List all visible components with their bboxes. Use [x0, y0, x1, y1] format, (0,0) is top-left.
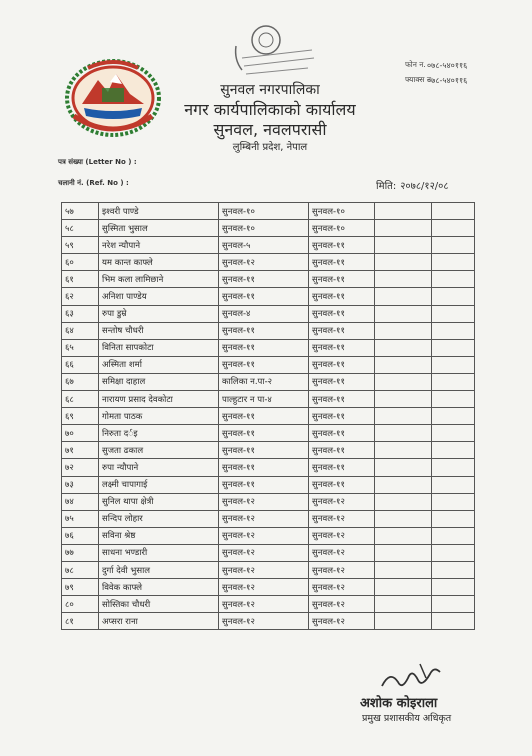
blank-cell — [432, 613, 475, 630]
blank-cell — [432, 596, 475, 613]
address-cell: सुनवल-११ — [219, 356, 309, 373]
office-stamp-mark — [232, 20, 322, 82]
serial-number-cell: ६२ — [62, 288, 99, 305]
table-row — [62, 561, 475, 578]
office-name: नगर कार्यपालिकाको कार्यालय — [184, 100, 356, 119]
table-row — [62, 271, 475, 288]
blank-cell — [375, 322, 432, 339]
ward-cell: सुनवल-११ — [309, 391, 375, 408]
address-cell: सुनवल-१२ — [219, 579, 309, 596]
blank-cell — [432, 544, 475, 561]
name-cell: नारायण प्रसाद देवकोटा — [99, 391, 219, 408]
ward-cell: सुनवल-११ — [309, 373, 375, 390]
serial-number-cell: ६३ — [62, 305, 99, 322]
blank-cell — [375, 613, 432, 630]
ward-cell: सुनवल-११ — [309, 408, 375, 425]
table-row — [62, 322, 475, 339]
blank-cell — [375, 391, 432, 408]
phone-label: फोन न. — [405, 60, 426, 69]
name-cell: निरुता दर्इ — [99, 425, 219, 442]
blank-cell — [432, 459, 475, 476]
table-row — [62, 305, 475, 322]
address-cell: सुनवल-१२ — [219, 254, 309, 271]
blank-cell — [432, 391, 475, 408]
date-value: २०७८/१२/०८ — [400, 181, 449, 192]
blank-cell — [375, 271, 432, 288]
serial-number-cell: ६० — [62, 254, 99, 271]
ward-cell: सुनवल-११ — [309, 322, 375, 339]
blank-cell — [375, 408, 432, 425]
blank-cell — [432, 203, 475, 220]
name-cell: भिम कला लामिछाने — [99, 271, 219, 288]
address-cell: कालिका न.पा-२ — [219, 373, 309, 390]
table-row — [62, 339, 475, 356]
blank-cell — [432, 373, 475, 390]
ward-cell: सुनवल-११ — [309, 476, 375, 493]
ward-cell: सुनवल-११ — [309, 425, 375, 442]
handwritten-signature — [374, 660, 454, 696]
blank-cell — [432, 527, 475, 544]
serial-number-cell: ७४ — [62, 493, 99, 510]
blank-cell — [432, 493, 475, 510]
name-cell: विनिता सापकोटा — [99, 339, 219, 356]
address-cell: सुनवल-११ — [219, 339, 309, 356]
blank-cell — [375, 527, 432, 544]
signatory-name: अशोक कोइराला — [360, 696, 438, 711]
ward-cell: सुनवल-१२ — [309, 527, 375, 544]
ward-cell: सुनवल-११ — [309, 459, 375, 476]
blank-cell — [375, 493, 432, 510]
address-cell: सुनवल-११ — [219, 408, 309, 425]
name-cell: नरेश न्यौपाने — [99, 237, 219, 254]
name-cell: रुपा डुम्रे — [99, 305, 219, 322]
table-row — [62, 544, 475, 561]
blank-cell — [375, 356, 432, 373]
name-cell: लक्ष्मी चापागाई — [99, 476, 219, 493]
ward-cell: सुनवल-११ — [309, 271, 375, 288]
ward-cell: सुनवल-११ — [309, 339, 375, 356]
table-row — [62, 425, 475, 442]
blank-cell — [375, 442, 432, 459]
serial-number-cell: ६९ — [62, 408, 99, 425]
table-row — [62, 527, 475, 544]
blank-cell — [375, 596, 432, 613]
table-row — [62, 613, 475, 630]
table-row — [62, 220, 475, 237]
blank-cell — [432, 561, 475, 578]
address-cell: सुनवल-११ — [219, 459, 309, 476]
ward-cell: सुनवल-१२ — [309, 579, 375, 596]
blank-cell — [375, 288, 432, 305]
table-row — [62, 476, 475, 493]
address-cell: सुनवल-११ — [219, 425, 309, 442]
table-row — [62, 254, 475, 271]
blank-cell — [375, 544, 432, 561]
phone-number: ०७८-५४०११६ — [427, 61, 468, 70]
serial-number-cell: ६६ — [62, 356, 99, 373]
name-cell: सुस्मिता भुसाल — [99, 220, 219, 237]
serial-number-cell: ५७ — [62, 203, 99, 220]
name-cell: सुजता ढकाल — [99, 442, 219, 459]
table-row — [62, 288, 475, 305]
table-row — [62, 493, 475, 510]
address-cell: सुनवल-१२ — [219, 596, 309, 613]
serial-number-cell: ७३ — [62, 476, 99, 493]
name-cell: साधना भण्डारी — [99, 544, 219, 561]
serial-number-cell: ७१ — [62, 442, 99, 459]
blank-cell — [375, 339, 432, 356]
address-cell: सुनवल-४ — [219, 305, 309, 322]
blank-cell — [432, 476, 475, 493]
blank-cell — [432, 442, 475, 459]
ward-cell: सुनवल-११ — [309, 288, 375, 305]
ward-cell: सुनवल-११ — [309, 254, 375, 271]
ref-no-label: चलानी नं. (Ref. No ) : — [58, 179, 129, 187]
address-cell: सुनवल-११ — [219, 271, 309, 288]
name-cell: इश्वरी पाण्डे — [99, 203, 219, 220]
table-row — [62, 391, 475, 408]
name-cell: अप्सरा राना — [99, 613, 219, 630]
blank-cell — [432, 237, 475, 254]
serial-number-cell: ७७ — [62, 544, 99, 561]
blank-cell — [375, 579, 432, 596]
ward-cell: सुनवल-१० — [309, 203, 375, 220]
blank-cell — [432, 322, 475, 339]
serial-number-cell: ८० — [62, 596, 99, 613]
serial-number-cell: ७० — [62, 425, 99, 442]
name-list-table — [61, 202, 475, 630]
table-row — [62, 408, 475, 425]
phone-line — [405, 60, 468, 70]
address-cell: सुनवल-११ — [219, 322, 309, 339]
table-row — [62, 356, 475, 373]
serial-number-cell: ६४ — [62, 322, 99, 339]
blank-cell — [432, 254, 475, 271]
blank-cell — [432, 220, 475, 237]
address-cell: पाल्हुटार न पा-४ — [219, 391, 309, 408]
blank-cell — [432, 339, 475, 356]
address-cell: सुनवल-१२ — [219, 561, 309, 578]
address-cell: सुनवल-५ — [219, 237, 309, 254]
name-cell: अस्मिता शर्मा — [99, 356, 219, 373]
address-cell: सुनवल-१२ — [219, 510, 309, 527]
address-cell: सुनवल-१० — [219, 203, 309, 220]
blank-cell — [432, 408, 475, 425]
ward-cell: सुनवल-१२ — [309, 613, 375, 630]
address-cell: सुनवल-१० — [219, 220, 309, 237]
address-cell: सुनवल-११ — [219, 442, 309, 459]
blank-cell — [375, 203, 432, 220]
ward-cell: सुनवल-११ — [309, 305, 375, 322]
ward-cell: सुनवल-११ — [309, 356, 375, 373]
municipality-emblem-logo — [64, 58, 162, 138]
blank-cell — [375, 305, 432, 322]
serial-number-cell: ६५ — [62, 339, 99, 356]
fax-line — [405, 75, 468, 85]
table-row — [62, 596, 475, 613]
table-row — [62, 459, 475, 476]
serial-number-cell: ७५ — [62, 510, 99, 527]
table-row — [62, 579, 475, 596]
fax-number: ०७८-५४०११६ — [427, 76, 468, 85]
serial-number-cell: ७८ — [62, 561, 99, 578]
blank-cell — [375, 459, 432, 476]
blank-cell — [375, 220, 432, 237]
ward-cell: सुनवल-१२ — [309, 510, 375, 527]
blank-cell — [375, 476, 432, 493]
ward-cell: सुनवल-१२ — [309, 493, 375, 510]
province-name: लुम्बिनी प्रदेश, नेपाल — [232, 142, 308, 153]
serial-number-cell: ५९ — [62, 237, 99, 254]
address-cell: सुनवल-१२ — [219, 493, 309, 510]
name-cell: गोमता पाठक — [99, 408, 219, 425]
blank-cell — [432, 288, 475, 305]
fax-label: फ्याक्स न. — [405, 75, 434, 84]
ward-cell: सुनवल-११ — [309, 237, 375, 254]
ward-cell: सुनवल-१२ — [309, 596, 375, 613]
blank-cell — [375, 510, 432, 527]
office-location: सुनवल, नवलपरासी — [213, 120, 327, 139]
name-cell: अनिशा पाण्डेय — [99, 288, 219, 305]
address-cell: सुनवल-१२ — [219, 544, 309, 561]
table-row — [62, 373, 475, 390]
ward-cell: सुनवल-१२ — [309, 544, 375, 561]
address-cell: सुनवल-११ — [219, 476, 309, 493]
name-cell: सविना श्रेष्ठ — [99, 527, 219, 544]
blank-cell — [375, 373, 432, 390]
serial-number-cell: ६७ — [62, 373, 99, 390]
ward-cell: सुनवल-१० — [309, 220, 375, 237]
address-cell: सुनवल-१२ — [219, 613, 309, 630]
serial-number-cell: ७९ — [62, 579, 99, 596]
serial-number-cell: ५८ — [62, 220, 99, 237]
name-cell: सुनिल थापा क्षेत्री — [99, 493, 219, 510]
blank-cell — [432, 425, 475, 442]
name-cell: सोस्तिका चौधरी — [99, 596, 219, 613]
serial-number-cell: ६८ — [62, 391, 99, 408]
name-cell: विवेक काफ्ले — [99, 579, 219, 596]
name-cell: सन्दिप लोहार — [99, 510, 219, 527]
serial-number-cell: ७६ — [62, 527, 99, 544]
blank-cell — [432, 305, 475, 322]
table-row — [62, 203, 475, 220]
blank-cell — [375, 425, 432, 442]
blank-cell — [375, 561, 432, 578]
name-cell: सन्तोष चौधरी — [99, 322, 219, 339]
date-label: मिति: — [376, 181, 397, 192]
address-cell: सुनवल-१२ — [219, 527, 309, 544]
table-row — [62, 442, 475, 459]
name-cell: यम कान्त काफ्ले — [99, 254, 219, 271]
blank-cell — [432, 356, 475, 373]
blank-cell — [432, 579, 475, 596]
blank-cell — [375, 254, 432, 271]
blank-cell — [375, 237, 432, 254]
signatory-title: प्रमुख प्रशासकीय अधिकृत — [362, 713, 452, 724]
letter-no-label: पत्र संख्या (Letter No ) : — [58, 158, 137, 166]
ward-cell: सुनवल-१२ — [309, 561, 375, 578]
ward-cell: सुनवल-११ — [309, 442, 375, 459]
table-row — [62, 510, 475, 527]
name-cell: रुपा न्यौपाने — [99, 459, 219, 476]
municipality-name: सुनवल नगरपालिका — [220, 82, 320, 98]
table-row — [62, 237, 475, 254]
serial-number-cell: ८१ — [62, 613, 99, 630]
blank-cell — [432, 271, 475, 288]
letter-date — [376, 178, 449, 192]
name-cell: समिक्षा दाहाल — [99, 373, 219, 390]
serial-number-cell: ७२ — [62, 459, 99, 476]
name-cell: दुर्गा देवी भुसाल — [99, 561, 219, 578]
blank-cell — [432, 510, 475, 527]
address-cell: सुनवल-११ — [219, 288, 309, 305]
serial-number-cell: ६१ — [62, 271, 99, 288]
